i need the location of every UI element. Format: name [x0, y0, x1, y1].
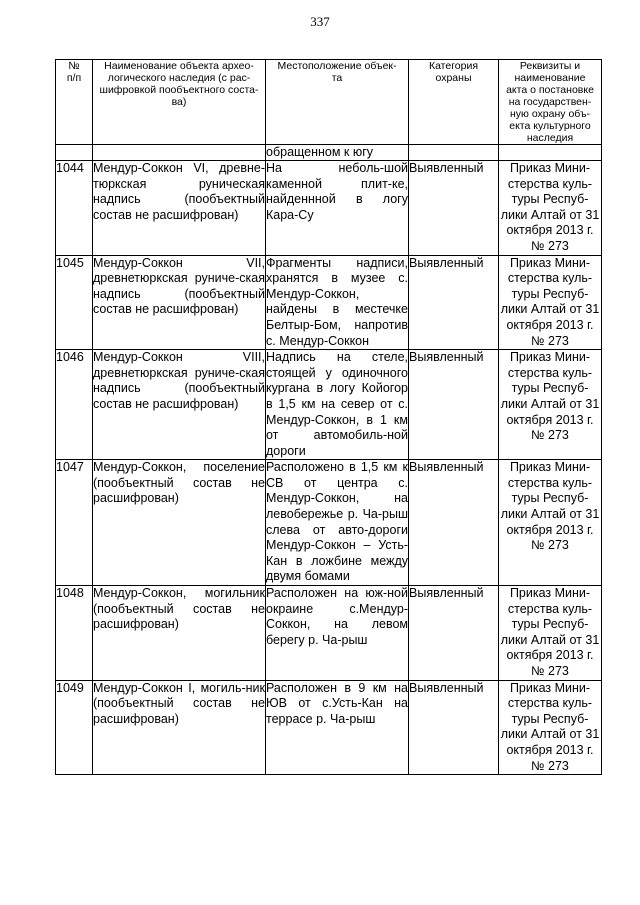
act-requisites: Приказ Мини-стерства куль-туры Респуб-лики Алтай от 31 октября 2013 г. № 273	[499, 161, 602, 256]
table-header-row	[56, 60, 602, 145]
continuation-row	[56, 145, 602, 161]
row-number: 1046	[56, 350, 93, 460]
header-location	[266, 60, 409, 145]
object-name: Мендур-Соккон VI, древне-тюркская руническая надпись (пообъектный состав не расшифрован)	[93, 161, 266, 256]
row-number: 1044	[56, 161, 93, 256]
protection-category: Выявленный	[409, 161, 499, 256]
act-requisites: Приказ Мини-стерства куль-туры Респуб-лики Алтай от 31 октября 2013 г. № 273	[499, 350, 602, 460]
object-name: Мендур-Соккон I, могиль-ник (пообъектный состав не расшифрован)	[93, 680, 266, 775]
continuation-cell-empty	[499, 145, 602, 161]
object-location: Расположен в 9 км на ЮВ от с.Усть-Кан на террасе р. Ча-рыш	[266, 680, 409, 775]
object-location: На неболь-шой каменной плит-ке, найденнной в логу Кара-Су	[266, 161, 409, 256]
act-requisites: Приказ Мини-стерства куль-туры Респуб-лики Алтай от 31 октября 2013 г. № 273	[499, 460, 602, 586]
object-name: Мендур-Соккон VII, древнетюркская руниче-ская надпись (пообъектный состав не расшифрован)	[93, 255, 266, 350]
table-row	[56, 350, 602, 460]
protection-category: Выявленный	[409, 255, 499, 350]
table-row	[56, 161, 602, 256]
protection-category: Выявленный	[409, 680, 499, 775]
act-requisites: Приказ Мини-стерства куль-туры Респуб-лики Алтай от 31 октября 2013 г. № 273	[499, 586, 602, 681]
row-number: 1047	[56, 460, 93, 586]
object-location: Фрагменты надписи, хранятся в музее с. Мендур-Соккон, найдены в местечке Белтыр-Бом, напротив с. Мендур-Соккон	[266, 255, 409, 350]
header-object-name	[93, 60, 266, 145]
row-number: 1049	[56, 680, 93, 775]
protection-category: Выявленный	[409, 586, 499, 681]
act-requisites: Приказ Мини-стерства куль-туры Респуб-лики Алтай от 31 октября 2013 г. № 273	[499, 680, 602, 775]
table-row	[56, 255, 602, 350]
object-name: Мендур-Соккон, поселение (пообъектный состав не расшифрован)	[93, 460, 266, 586]
table-row	[56, 680, 602, 775]
continuation-cell-empty	[93, 145, 266, 161]
object-location: Расположен на юж-ной окраине с.Мендур-Соккон, на левом берегу р. Ча-рыш	[266, 586, 409, 681]
act-requisites: Приказ Мини-стерства куль-туры Респуб-лики Алтай от 31 октября 2013 г. № 273	[499, 255, 602, 350]
continuation-cell-empty	[409, 145, 499, 161]
header-protection-category	[409, 60, 499, 145]
header-location-label: Местоположение объек- та	[277, 60, 397, 84]
header-requisites	[499, 60, 602, 145]
continuation-cell-empty	[56, 145, 93, 161]
header-object-name-label: Наименование объекта архео- логического наследия (с рас- шифровкой пообъектного соста- ва)	[99, 60, 259, 108]
row-number: 1045	[56, 255, 93, 350]
object-location: Расположено в 1,5 км к СВ от центра с. Мендур-Соккон, на левобережье р. Ча-рыш слева от авто-дороги Мендур-Соккон – Усть-Кан в ложбине между двумя бомами	[266, 460, 409, 586]
header-number-label: № п/п	[66, 60, 82, 84]
object-name: Мендур-Соккон, могильник (пообъектный состав не расшифрован)	[93, 586, 266, 681]
table-row	[56, 586, 602, 681]
table-row	[56, 460, 602, 586]
heritage-objects-table	[55, 59, 602, 775]
object-location: Надпись на стеле, стоящей у одиночного кургана в логу Койогор в 1,5 км на север от с. Мендур-Соккон, в 1 км от автомобиль-ной дороги	[266, 350, 409, 460]
object-name: Мендур-Соккон VIII, древнетюркская руниче-ская надпись (пообъектный состав не расшифрован)	[93, 350, 266, 460]
row-number: 1048	[56, 586, 93, 681]
continuation-location: обращенном к югу	[266, 145, 409, 161]
header-number	[56, 60, 93, 145]
header-protection-category-label: Категория охраны	[428, 60, 479, 84]
protection-category: Выявленный	[409, 350, 499, 460]
protection-category: Выявленный	[409, 460, 499, 586]
header-requisites-label: Реквизиты и наименование акта о постановке на государствен- ную охрану объ- екта культурного наследия	[506, 60, 594, 144]
page-number: 337	[310, 14, 330, 29]
